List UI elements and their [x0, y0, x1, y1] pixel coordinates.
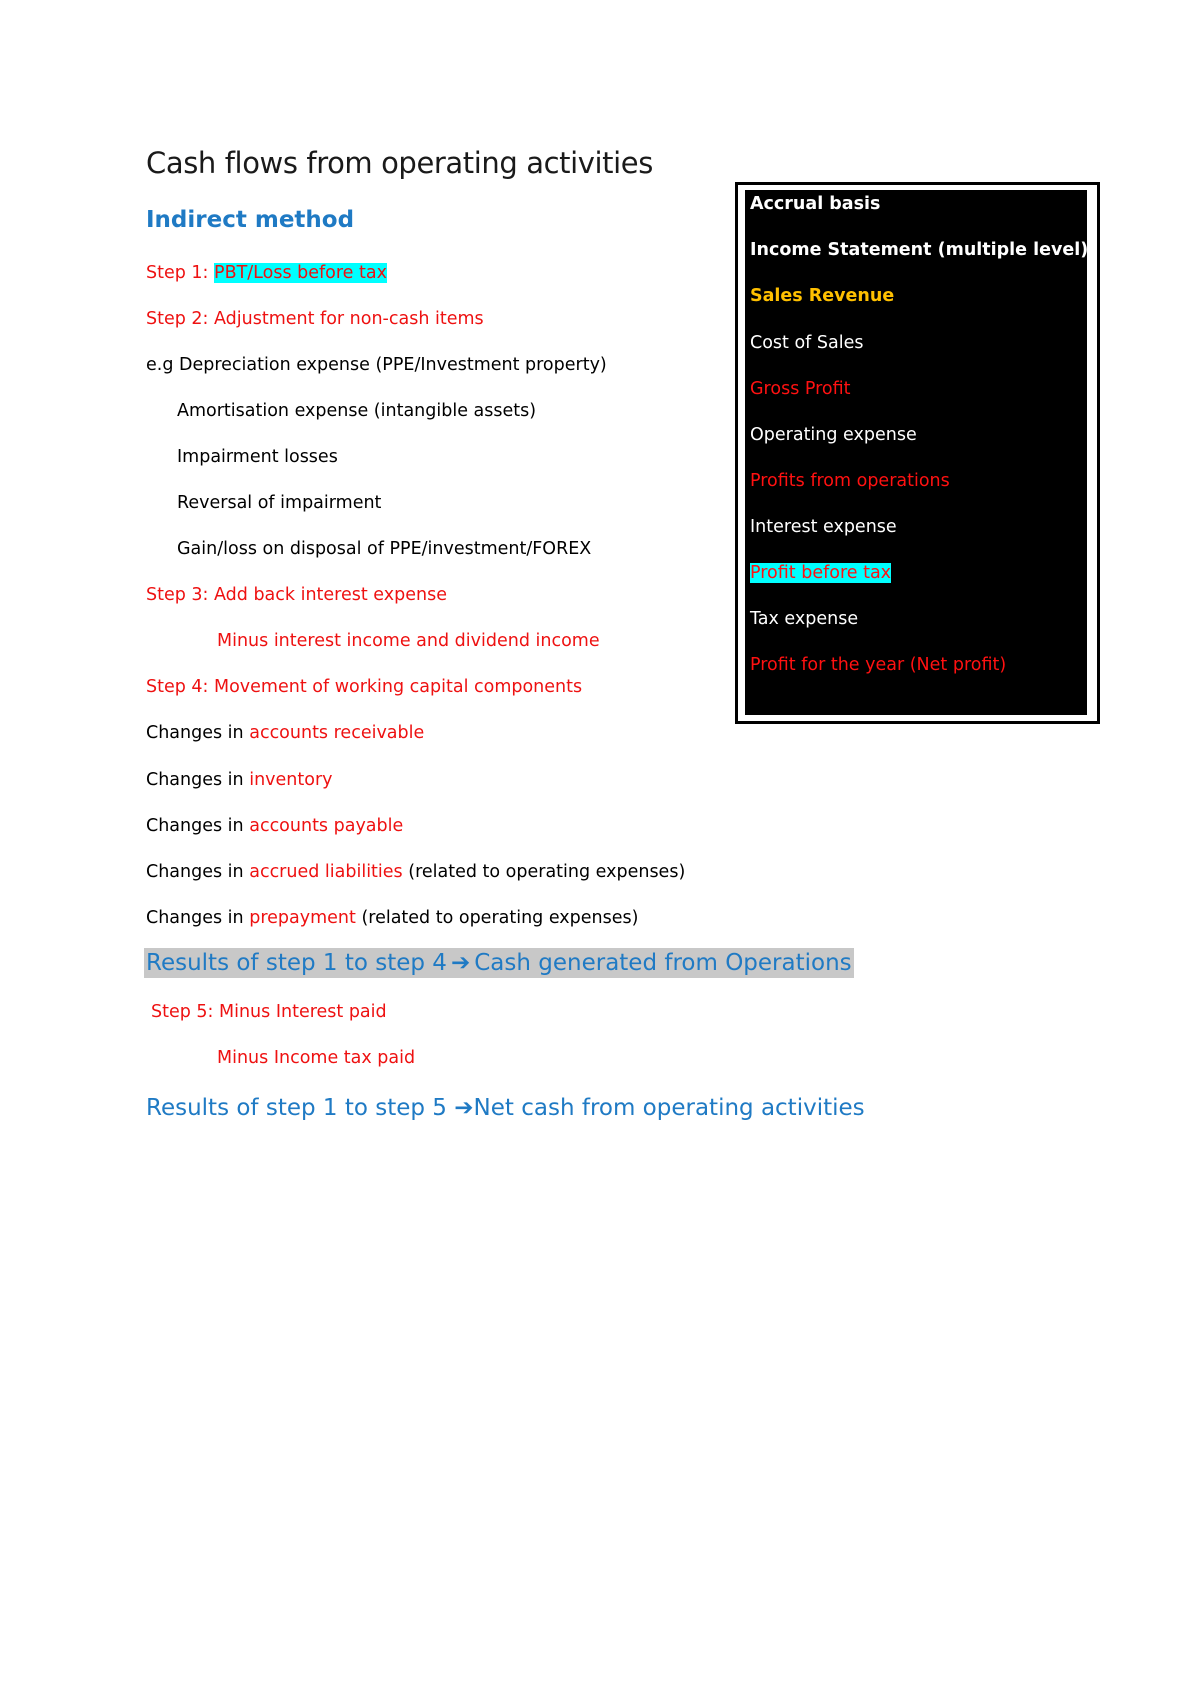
result-1-right: Cash generated from Operations	[474, 950, 852, 976]
change-line	[146, 723, 424, 743]
result-step-1-4	[144, 950, 854, 976]
box-line-tax-expense: Tax expense	[750, 609, 859, 629]
change-item: accounts payable	[249, 816, 404, 836]
change-item: accrued liabilities	[249, 862, 403, 882]
step-4-line: Step 4: Movement of working capital components	[146, 677, 583, 697]
box-line-profits-from-operations: Profits from operations	[750, 471, 950, 491]
box-line-gross-profit: Gross Profit	[750, 379, 851, 399]
box-line-cost-of-sales: Cost of Sales	[750, 333, 864, 353]
change-prefix: Changes in	[146, 862, 244, 882]
change-item: prepayment	[249, 908, 356, 928]
change-prefix: Changes in	[146, 770, 244, 790]
step-1-highlight: PBT/Loss before tax	[214, 263, 387, 283]
box-line-sales-revenue: Sales Revenue	[750, 286, 895, 306]
change-suffix: (related to operating expenses)	[361, 908, 639, 928]
arrow-right-icon: ➔	[454, 1095, 474, 1121]
step-2-line: Step 2: Adjustment for non-cash items	[146, 309, 484, 329]
profit-before-tax-highlight: Profit before tax	[750, 563, 892, 583]
change-line	[146, 908, 638, 928]
change-item: inventory	[249, 770, 333, 790]
step-1-line	[146, 263, 387, 283]
result-1-left: Results of step 1 to step 4	[146, 950, 447, 976]
income-statement-panel	[745, 190, 1087, 715]
step-3-minus-line: Minus interest income and dividend income	[217, 631, 600, 651]
box-line-interest-expense: Interest expense	[750, 517, 897, 537]
step-5-minus-line: Minus Income tax paid	[217, 1048, 416, 1068]
step-2-item: Impairment losses	[177, 447, 338, 467]
box-line-net-profit: Profit for the year (Net profit)	[750, 655, 1007, 675]
step-3-line: Step 3: Add back interest expense	[146, 585, 447, 605]
box-line-profit-before-tax	[750, 563, 891, 583]
change-prefix: Changes in	[146, 723, 244, 743]
arrow-right-icon: ➔	[450, 950, 471, 976]
step-1-prefix: Step 1:	[146, 263, 209, 283]
change-line	[146, 770, 333, 790]
result-2-left: Results of step 1 to step 5	[146, 1095, 447, 1121]
change-prefix: Changes in	[146, 908, 244, 928]
change-item: accounts receivable	[249, 723, 425, 743]
page-title: Cash flows from operating activities	[146, 146, 653, 180]
section-subtitle: Indirect method	[146, 207, 355, 233]
step-2-item: Amortisation expense (intangible assets)	[177, 401, 537, 421]
step-2-item: Gain/loss on disposal of PPE/investment/FOREX	[177, 539, 592, 559]
box-heading: Accrual basis	[750, 194, 881, 214]
result-step-1-5	[146, 1095, 865, 1121]
box-line-operating-expense: Operating expense	[750, 425, 917, 445]
change-suffix: (related to operating expenses)	[408, 862, 686, 882]
step-2-item: Reversal of impairment	[177, 493, 382, 513]
change-prefix: Changes in	[146, 816, 244, 836]
result-2-right: Net cash from operating activities	[473, 1095, 865, 1121]
box-subheading: Income Statement (multiple level)	[750, 240, 1089, 260]
change-line	[146, 816, 403, 836]
step-5-line: Step 5: Minus Interest paid	[151, 1002, 387, 1022]
change-line	[146, 862, 685, 882]
step-2-item: e.g Depreciation expense (PPE/Investment property)	[146, 355, 607, 375]
